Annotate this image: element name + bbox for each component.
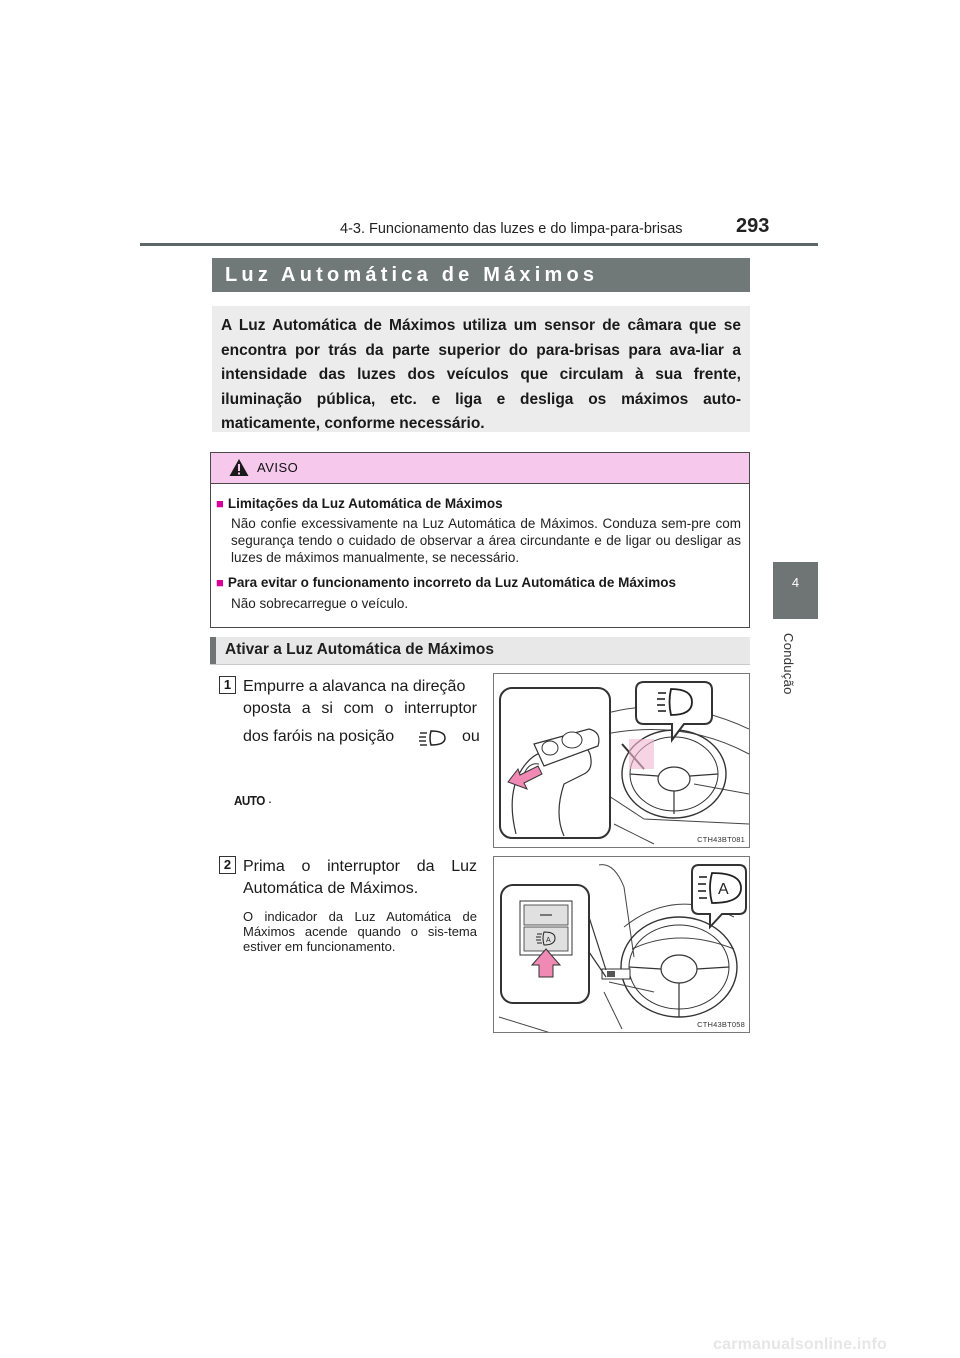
- chapter-label: Condução: [781, 633, 796, 695]
- warning-item-body: Não sobrecarregue o veículo.: [231, 596, 409, 611]
- figure-headlight-lever: [493, 673, 750, 848]
- sentence-end: .: [268, 790, 272, 806]
- warning-header: [211, 453, 749, 484]
- subheading-bar: [210, 637, 216, 664]
- headlight-on-icon: [418, 729, 448, 747]
- svg-text:A: A: [546, 937, 551, 944]
- warning-title: AVISO: [257, 460, 299, 475]
- subheading-text: Ativar a Luz Automática de Máximos: [225, 641, 495, 658]
- warning-item-title: [216, 495, 744, 512]
- page-number: 293: [736, 215, 770, 237]
- step-number: 2: [219, 856, 236, 874]
- warning-item-heading: Limitações da Luz Automática de Máximos: [227, 496, 503, 511]
- chapter-tab: [773, 562, 818, 619]
- step-text-line: Prima o interruptor da Luz: [243, 858, 477, 875]
- chapter-number: 4: [791, 575, 800, 590]
- warning-triangle-icon: [229, 458, 249, 477]
- auto-high-beam-switch-illustration: [494, 857, 750, 1033]
- step-text-line: ou: [462, 728, 480, 745]
- figure-code: CTH43BT058: [697, 1020, 745, 1029]
- warning-item-title: [216, 574, 744, 591]
- figure-auto-high-beam-switch: [493, 856, 750, 1033]
- step-text-line: Empurre a alavanca na direção: [243, 678, 466, 695]
- section-header: 4-3. Funcionamento das luzes e do limpa-para-brisas: [340, 221, 683, 237]
- svg-text:A: A: [718, 881, 729, 898]
- auto-position-label: AUTO: [234, 793, 265, 808]
- step-number: 1: [219, 676, 236, 694]
- step-text-line: dos faróis na posição: [243, 728, 395, 745]
- intro-paragraph: A Luz Automática de Máximos utiliza um sensor de câmara que se encontra por trás da parte superior do para-brisas para ava-liar a intensidade das luzes dos veículos que circulam à sua frente, iluminação pública, etc. e liga e desliga os máximos auto-maticamente, conforme necessário.: [212, 306, 750, 432]
- step-text-line: Automática de Máximos.: [243, 880, 419, 897]
- step-note: O indicador da Luz Automática de Máximos acende quando o sis-tema estiver em funcionamento.: [243, 909, 477, 954]
- header-rule: [140, 243, 818, 246]
- warning-item-heading: Para evitar o funcionamento incorreto da Luz Automática de Máximos: [227, 575, 676, 590]
- page-title: Luz Automática de Máximos: [212, 258, 750, 292]
- warning-item-body: Não confie excessivamente na Luz Automática de Máximos. Conduza sem-pre com segurança tendo o cuidado de observar a área circundante e de ligar ou desligar as luzes de máximos manualmente, se necessário.: [231, 516, 741, 565]
- subheading: [210, 637, 750, 665]
- bullet-square-icon: ■: [216, 575, 224, 590]
- bullet-square-icon: ■: [216, 496, 224, 511]
- warning-box: [210, 452, 750, 628]
- footer-watermark: carmanualsonline.info: [713, 1336, 888, 1353]
- headlight-lever-illustration: [494, 674, 750, 848]
- figure-code: CTH43BT081: [697, 835, 745, 844]
- step-text-line: oposta a si com o interruptor: [243, 700, 477, 717]
